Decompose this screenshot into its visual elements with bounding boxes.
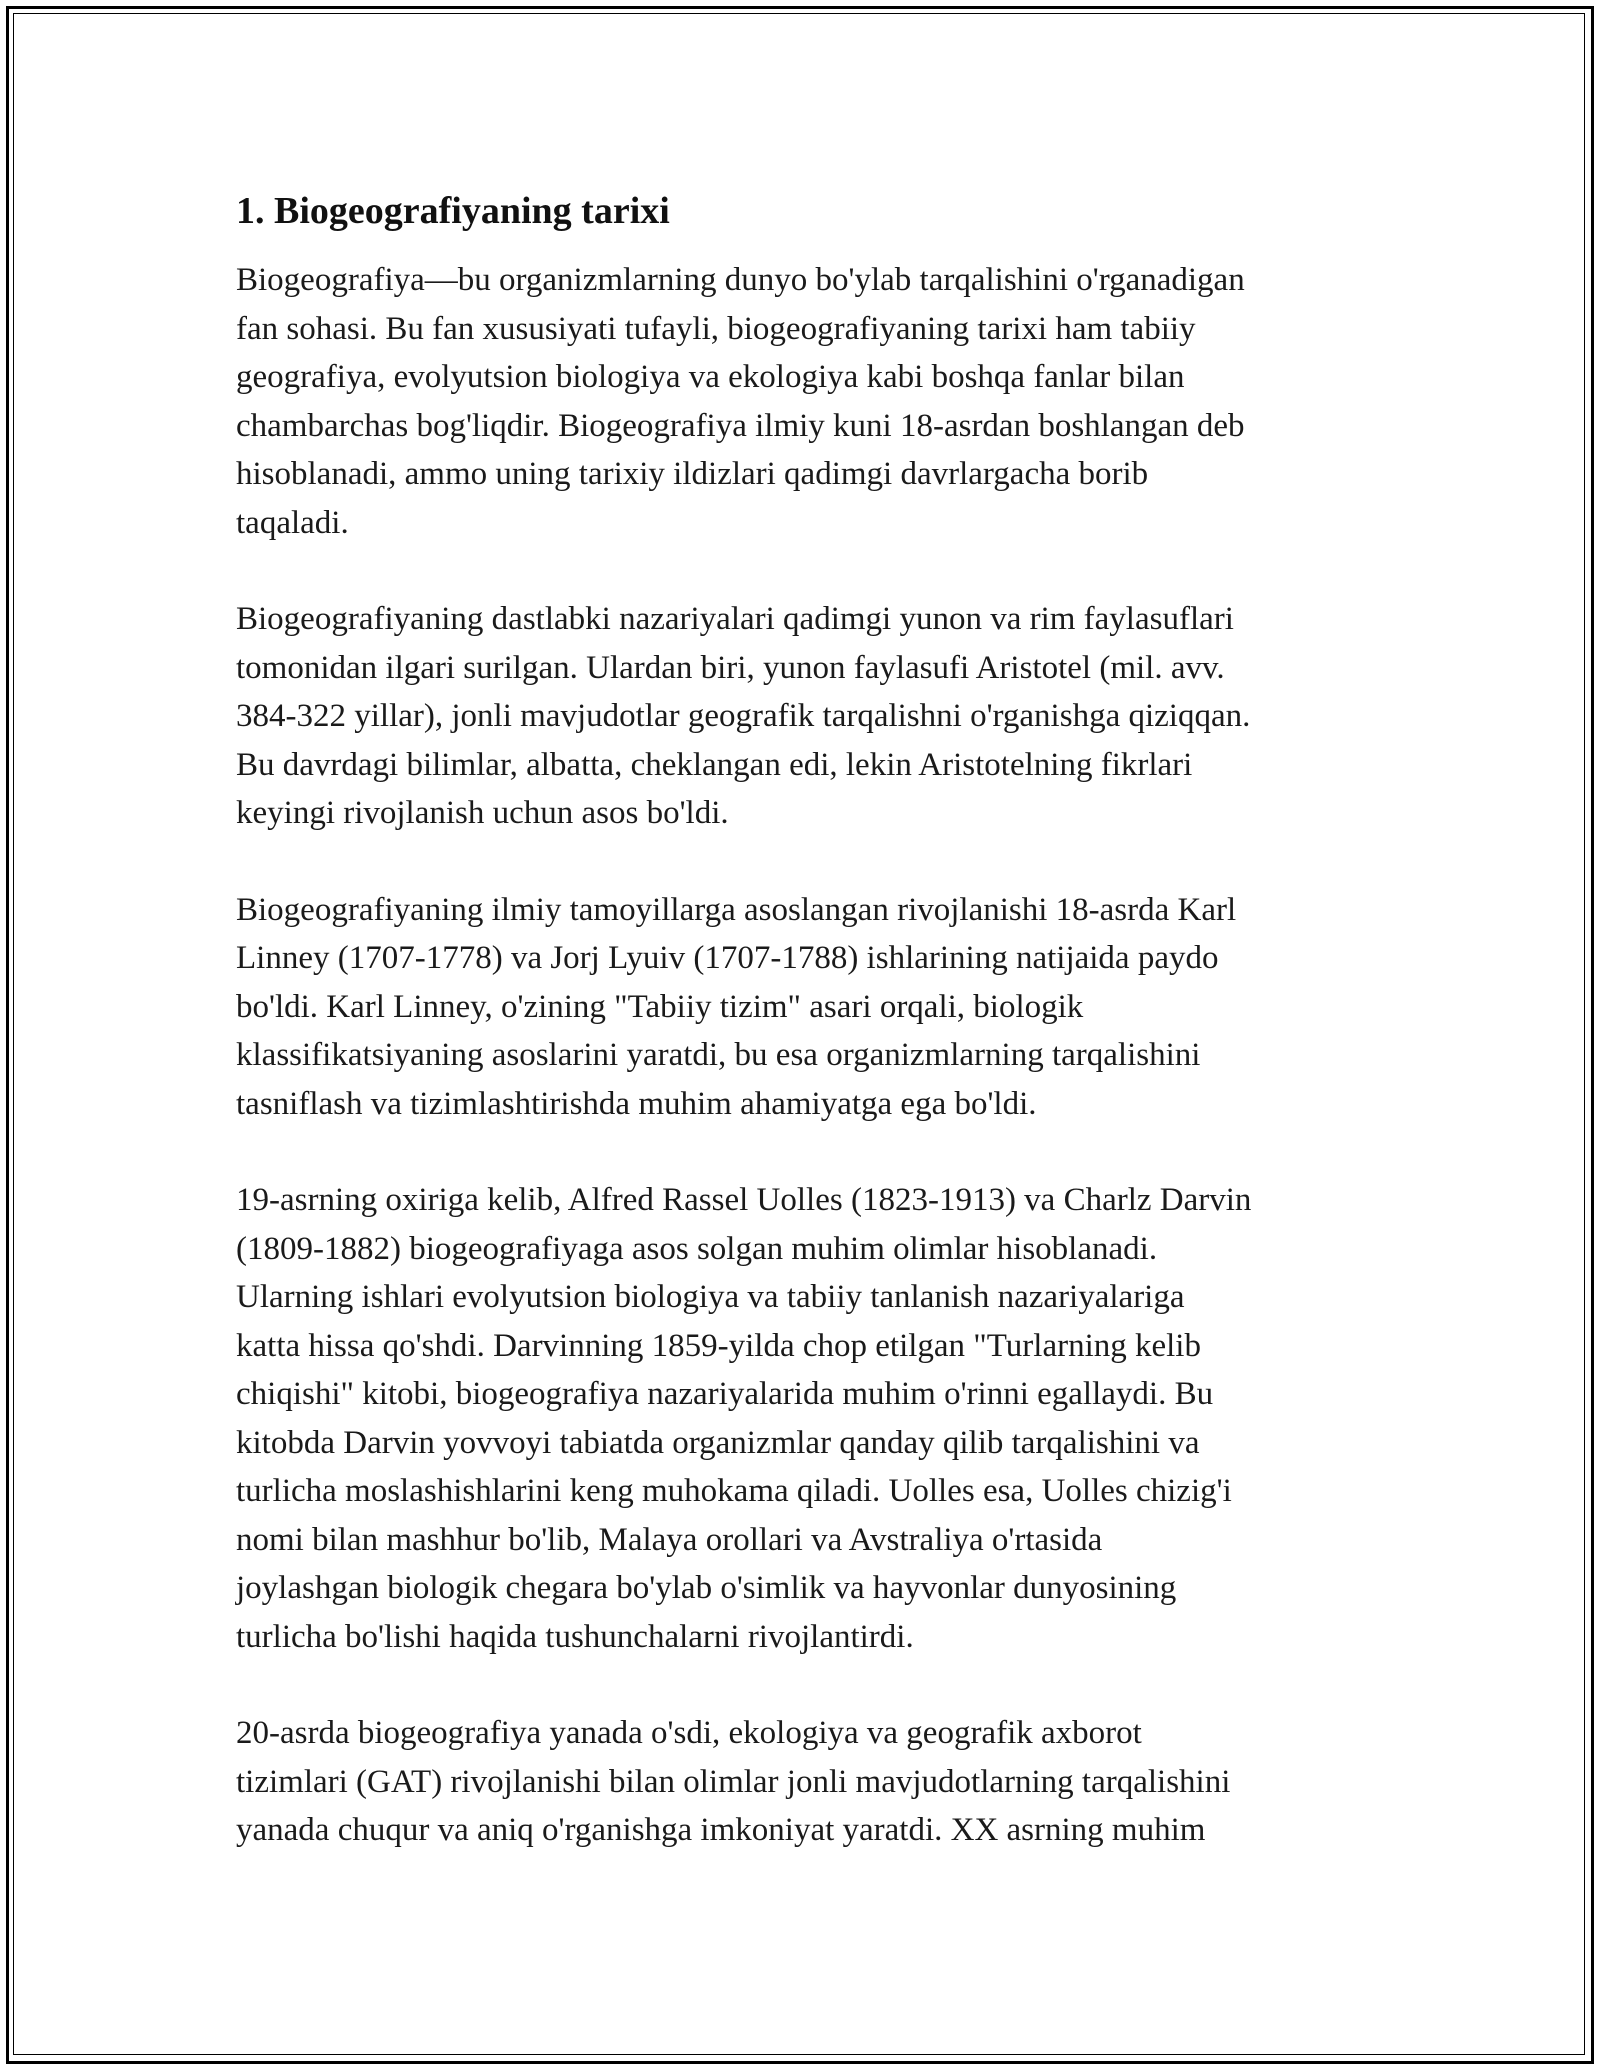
text-line: Biogeografiyaning ilmiy tamoyillarga asoslangan rivojlanishi 18-asrda Karl (236, 891, 1237, 928)
text-line: Linney (1707-1778) va Jorj Lyuiv (1707-1788) ishlarining natijaida paydo (236, 940, 1219, 976)
paragraph-4 (236, 1176, 1376, 1661)
text-line: 384-322 yillar), jonli mavjudotlar geografik tarqalishni o'rganishga qiziqqan. (236, 698, 1251, 734)
text-line: tomonidan ilgari surilgan. Ulardan biri, yunon faylasufi Aristotel (mil. avv. (236, 649, 1225, 686)
document-body (236, 186, 1376, 1903)
text-line: taqaladi. (236, 504, 349, 541)
text-line: nomi bilan mashhur bo'lib, Malaya orollari va Avstraliya o'rtasida (236, 1521, 1103, 1558)
text-line: 19-asrning oxiriga kelib, Alfred Rassel Uolles (1823-1913) va Charlz Darvin (236, 1182, 1252, 1218)
text-line: katta hissa qo'shdi. Darvinning 1859-yilda chop etilgan "Turlarning kelib (236, 1327, 1201, 1364)
paragraph-3 (236, 886, 1376, 1129)
text-line: yanada chuqur va aniq o'rganishga imkoniyat yaratdi. XX asrning muhim (236, 1812, 1206, 1848)
text-line: chiqishi" kitobi, biogeografiya nazariyalarida muhim o'rinni egallaydi. Bu (236, 1376, 1214, 1412)
paragraph-2 (236, 595, 1376, 838)
text-line: klassifikatsiyaning asoslarini yaratdi, bu esa organizmlarning tarqalishini (236, 1037, 1201, 1073)
text-line: 20-asrda biogeografiya yanada o'sdi, ekologiya va geografik axborot (236, 1715, 1142, 1751)
text-line: tasniflash va tizimlashtirishda muhim ahamiyatga ega bo'ldi. (236, 1085, 1037, 1122)
text-line: tizimlari (GAT) rivojlanishi bilan olimlar jonli mavjudotlarning tarqalishini (236, 1763, 1231, 1800)
text-line: kitobda Darvin yovvoyi tabiatda organizmlar qanday qilib tarqalishini va (236, 1424, 1200, 1461)
text-line: (1809-1882) biogeografiyaga asos solgan muhim olimlar hisoblanadi. (236, 1230, 1158, 1267)
text-line: turlicha moslashishlarini keng muhokama qiladi. Uolles esa, Uolles chizig'i (236, 1473, 1232, 1509)
text-line: geografiya, evolyutsion biologiya va ekologiya kabi boshqa fanlar bilan (236, 359, 1185, 395)
text-line: Ularning ishlari evolyutsion biologiya va tabiiy tanlanish nazariyalariga (236, 1279, 1185, 1315)
text-line: fan sohasi. Bu fan xususiyati tufayli, biogeografiyaning tarixi ham tabiiy (236, 310, 1196, 347)
text-line: bo'ldi. Karl Linney, o'zining "Tabiiy tizim" asari orqali, biologik (236, 988, 1084, 1025)
section-heading: 1. Biogeografiyaning tarixi (236, 190, 670, 232)
paragraph-1 (236, 256, 1376, 547)
text-line: chambarchas bog'liqdir. Biogeografiya ilmiy kuni 18-asrdan boshlangan deb (236, 407, 1245, 444)
text-line: joylashgan biologik chegara bo'ylab o'simlik va hayvonlar dunyosining (236, 1570, 1177, 1606)
text-line: keyingi rivojlanish uchun asos bo'ldi. (236, 795, 729, 831)
text-line: Biogeografiya—bu organizmlarning dunyo bo'ylab tarqalishini o'rganadigan (236, 262, 1245, 298)
paragraph-5 (236, 1709, 1376, 1855)
text-line: Biogeografiyaning dastlabki nazariyalari qadimgi yunon va rim faylasuflari (236, 601, 1234, 637)
text-line: Bu davrdagi bilimlar, albatta, cheklangan edi, lekin Aristotelning fikrlari (236, 746, 1193, 783)
text-line: hisoblanadi, ammo uning tarixiy ildizlari qadimgi davrlargacha borib (236, 456, 1149, 492)
text-line: turlicha bo'lishi haqida tushunchalarni rivojlantirdi. (236, 1618, 914, 1655)
